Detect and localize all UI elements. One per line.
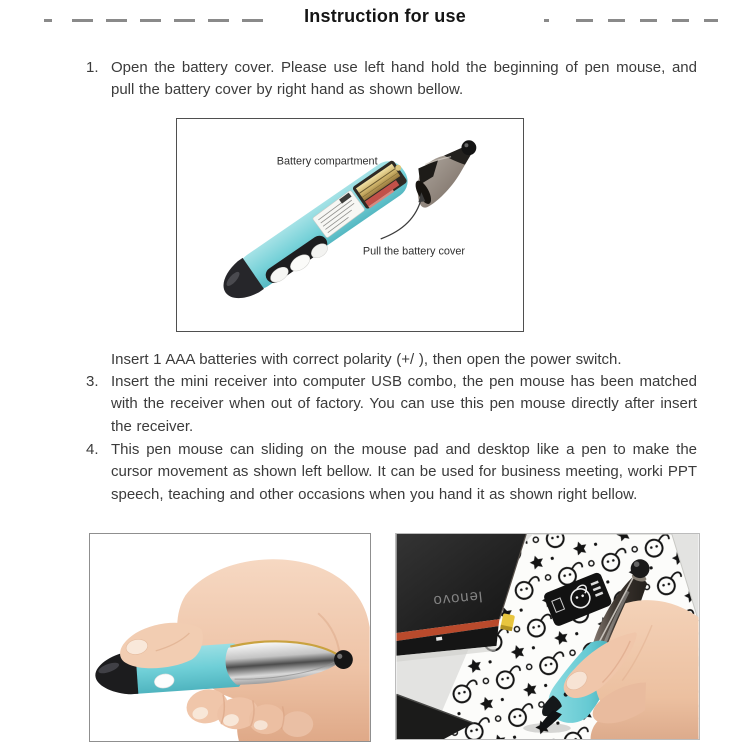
label-battery-compartment: Battery compartment (276, 155, 378, 168)
battery-diagram-illustration (177, 119, 523, 331)
page-title: Instruction for use (304, 6, 466, 26)
title-dash-right-short (544, 19, 549, 22)
laptop-brand-text: lenovo (431, 587, 483, 609)
title-dash-left-short (44, 19, 52, 22)
item-number: 1. (86, 59, 99, 76)
photo-hand-holding-pen (89, 533, 371, 742)
hand-holding-pen-illustration (90, 534, 370, 741)
item-text: This pen mouse can sliding on the mouse pad and desktop like a pen to make the cursor movement as shown left bellow. It can be used for business meeting, worki PPT speech, teaching and other occasions when you hand it as shown right bellow. (111, 441, 697, 503)
item-text: Open the battery cover. Please use left hand hold the beginning of pen mouse, and pull the battery cover by right hand as shown bellow. (111, 59, 697, 99)
pen-mouse-illustration (215, 155, 418, 313)
instruction-item-2 (111, 349, 697, 371)
pen-on-mousepad-illustration (396, 534, 699, 739)
label-pull-battery-cover: Pull the battery cover (362, 245, 466, 258)
instruction-item-3 (86, 371, 697, 438)
item-text: Insert 1 AAA batteries with correct polarity (+/ ), then open the power switch. (111, 351, 622, 368)
item-text: Insert the mini receiver into computer USB combo, the pen mouse has been matched with the receiver when out of factory. You can use this pen mouse directly after insert the receiver. (111, 373, 697, 435)
item-number: 3. (86, 373, 99, 390)
title-dash-right (576, 19, 718, 22)
item-number: 4. (86, 441, 99, 458)
instruction-item-4 (86, 439, 697, 506)
battery-diagram-figure (176, 118, 524, 332)
photo-pen-on-mousepad (395, 533, 700, 740)
title-dash-left (72, 19, 270, 22)
instruction-item-1 (86, 57, 697, 102)
